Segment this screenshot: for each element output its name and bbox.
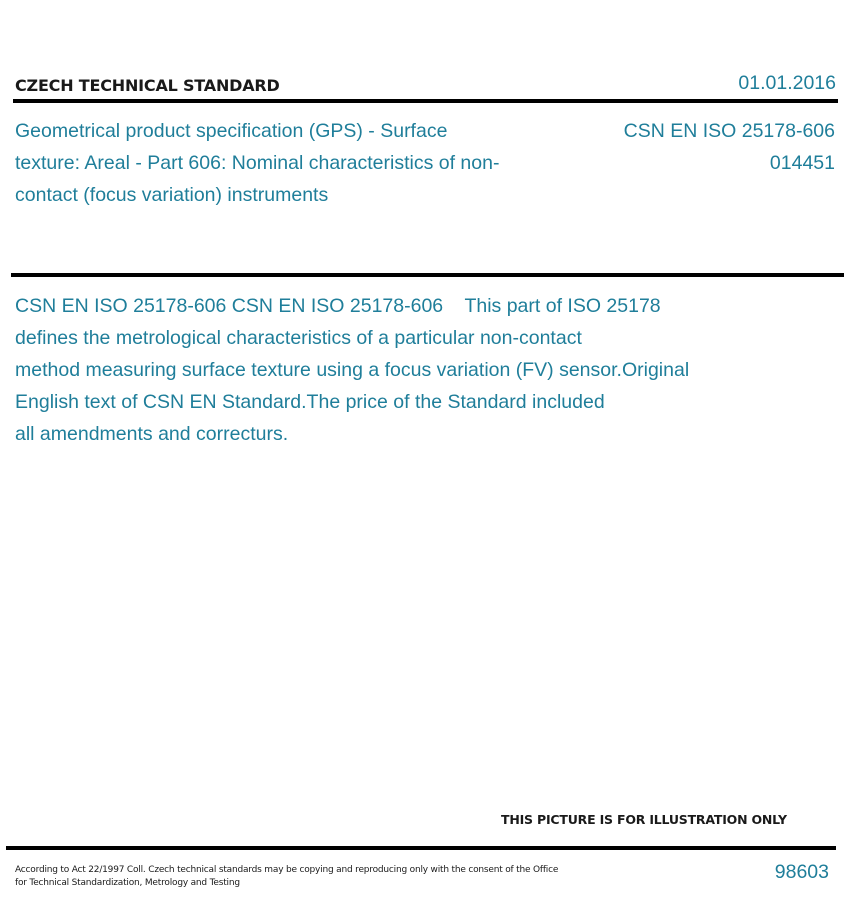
standard-code: CSN EN ISO 25178-606 [623, 120, 835, 142]
legal-notice-line: According to Act 22/1997 Coll. Czech technical standards may be copying and reproducing only with the consent of the Office [15, 865, 559, 875]
description-line: all amendments and correcturs. [15, 423, 289, 445]
legal-notice-line: for Technical Standardization, Metrology and Testing [15, 878, 240, 888]
legal-notice [15, 864, 595, 890]
header-divider [13, 99, 838, 103]
description-line: English text of CSN EN Standard.The price of the Standard included [15, 391, 605, 413]
standard-identifiers [624, 115, 835, 179]
catalog-number: 98603 [774, 861, 829, 883]
publication-date: 01.01.2016 [738, 72, 836, 94]
description-line: CSN EN ISO 25178-606 CSN EN ISO 25178-606 This part of ISO 25178 [15, 295, 661, 317]
standard-title: Geometrical product specification (GPS) - Surface texture: Areal - Part 606: Nominal characteristics of non-contact (focus variation) instruments [15, 120, 500, 206]
description-line: method measuring surface texture using a focus variation (FV) sensor.Original [15, 359, 690, 381]
classification-number: 014451 [769, 152, 835, 174]
title-divider [11, 273, 844, 277]
standard-description [15, 290, 785, 450]
description-line: defines the metrological characteristics of a particular non-contact [15, 327, 582, 349]
illustration-disclaimer: THIS PICTURE IS FOR ILLUSTRATION ONLY [501, 812, 787, 827]
document-type-heading: CZECH TECHNICAL STANDARD [15, 76, 280, 95]
footer-divider [6, 846, 836, 850]
